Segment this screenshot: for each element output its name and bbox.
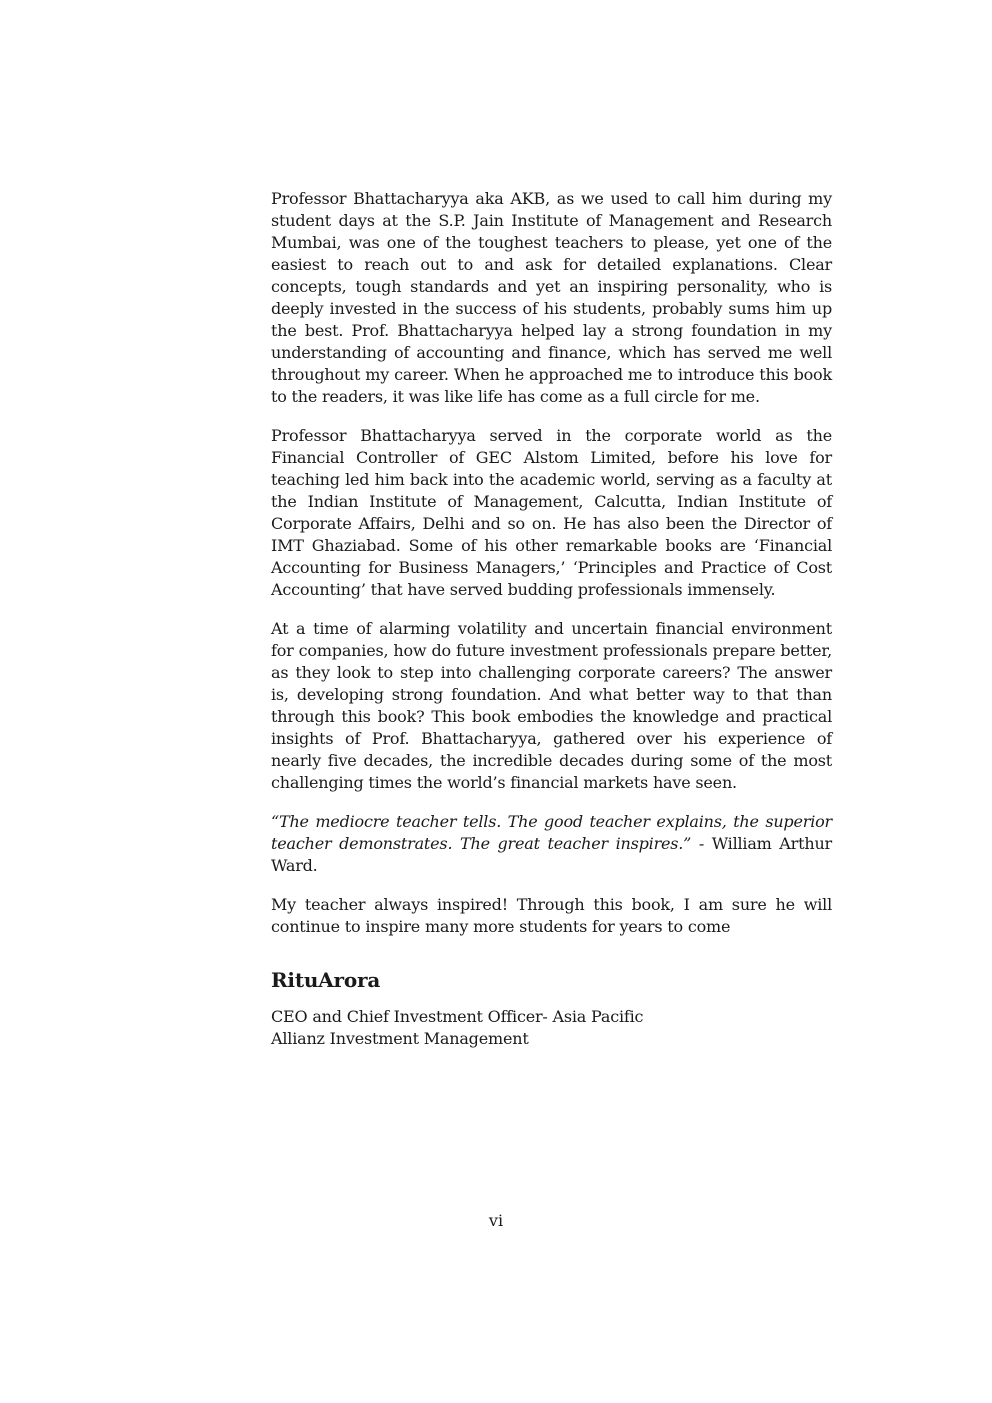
- page-number: vi: [488, 1211, 504, 1230]
- quote-block: [271, 811, 832, 877]
- paragraph-intro: Professor Bhattacharyya aka AKB, as we used to call him during my student days at the S.P. Jain Institute of Management and Research Mumbai, was one of the toughest teachers to please, yet one of the easiest to reach out to and ask for detailed explanations. Clear concepts, tough standards and yet an inspiring personality, who is deeply invested in the success of his students, probably sums him up the best. Prof. Bhattacharyya helped lay a strong foundation in my understanding of accounting and finance, which has served me well throughout my career. When he approached me to introduce this book to the readers, it was like life has come as a full circle for me.: [271, 189, 832, 406]
- quote-attribution: - William Arthur Ward.: [271, 834, 833, 875]
- quote-text: “The mediocre teacher tells. The good teacher explains, the superior teacher demonstrates. The great teacher inspires.”: [271, 812, 832, 853]
- signature-title-line1: CEO and Chief Investment Officer- Asia Pacific: [271, 1007, 644, 1026]
- signature-name: RituArora: [271, 968, 381, 992]
- signature-title-line2: Allianz Investment Management: [271, 1029, 529, 1048]
- paragraph-book: At a time of alarming volatility and uncertain financial environment for companies, how do future investment professionals prepare better, as they look to step into challenging corporate careers? The answer is, developing strong foundation. And what better way to that than through this book? This book embodies the knowledge and practical insights of Prof. Bhattacharyya, gathered over his experience of nearly five decades, the incredible decades during some of the most challenging times the world’s financial markets have seen.: [271, 619, 832, 792]
- paragraph-career: Professor Bhattacharyya served in the corporate world as the Financial Controller of GEC Alstom Limited, before his love for teaching led him back into the academic world, serving as a faculty at the Indian Institute of Management, Calcutta, Indian Institute of Corporate Affairs, Delhi and so on. He has also been the Director of IMT Ghaziabad. Some of his other remarkable books are ‘Financial Accounting for Business Managers,’ ‘Principles and Practice of Cost Accounting’ that have served budding professionals immensely.: [271, 426, 832, 599]
- foreword-body: [271, 188, 832, 1050]
- paragraph-closing: My teacher always inspired! Through this book, I am sure he will continue to inspire many more students for years to come: [271, 895, 832, 936]
